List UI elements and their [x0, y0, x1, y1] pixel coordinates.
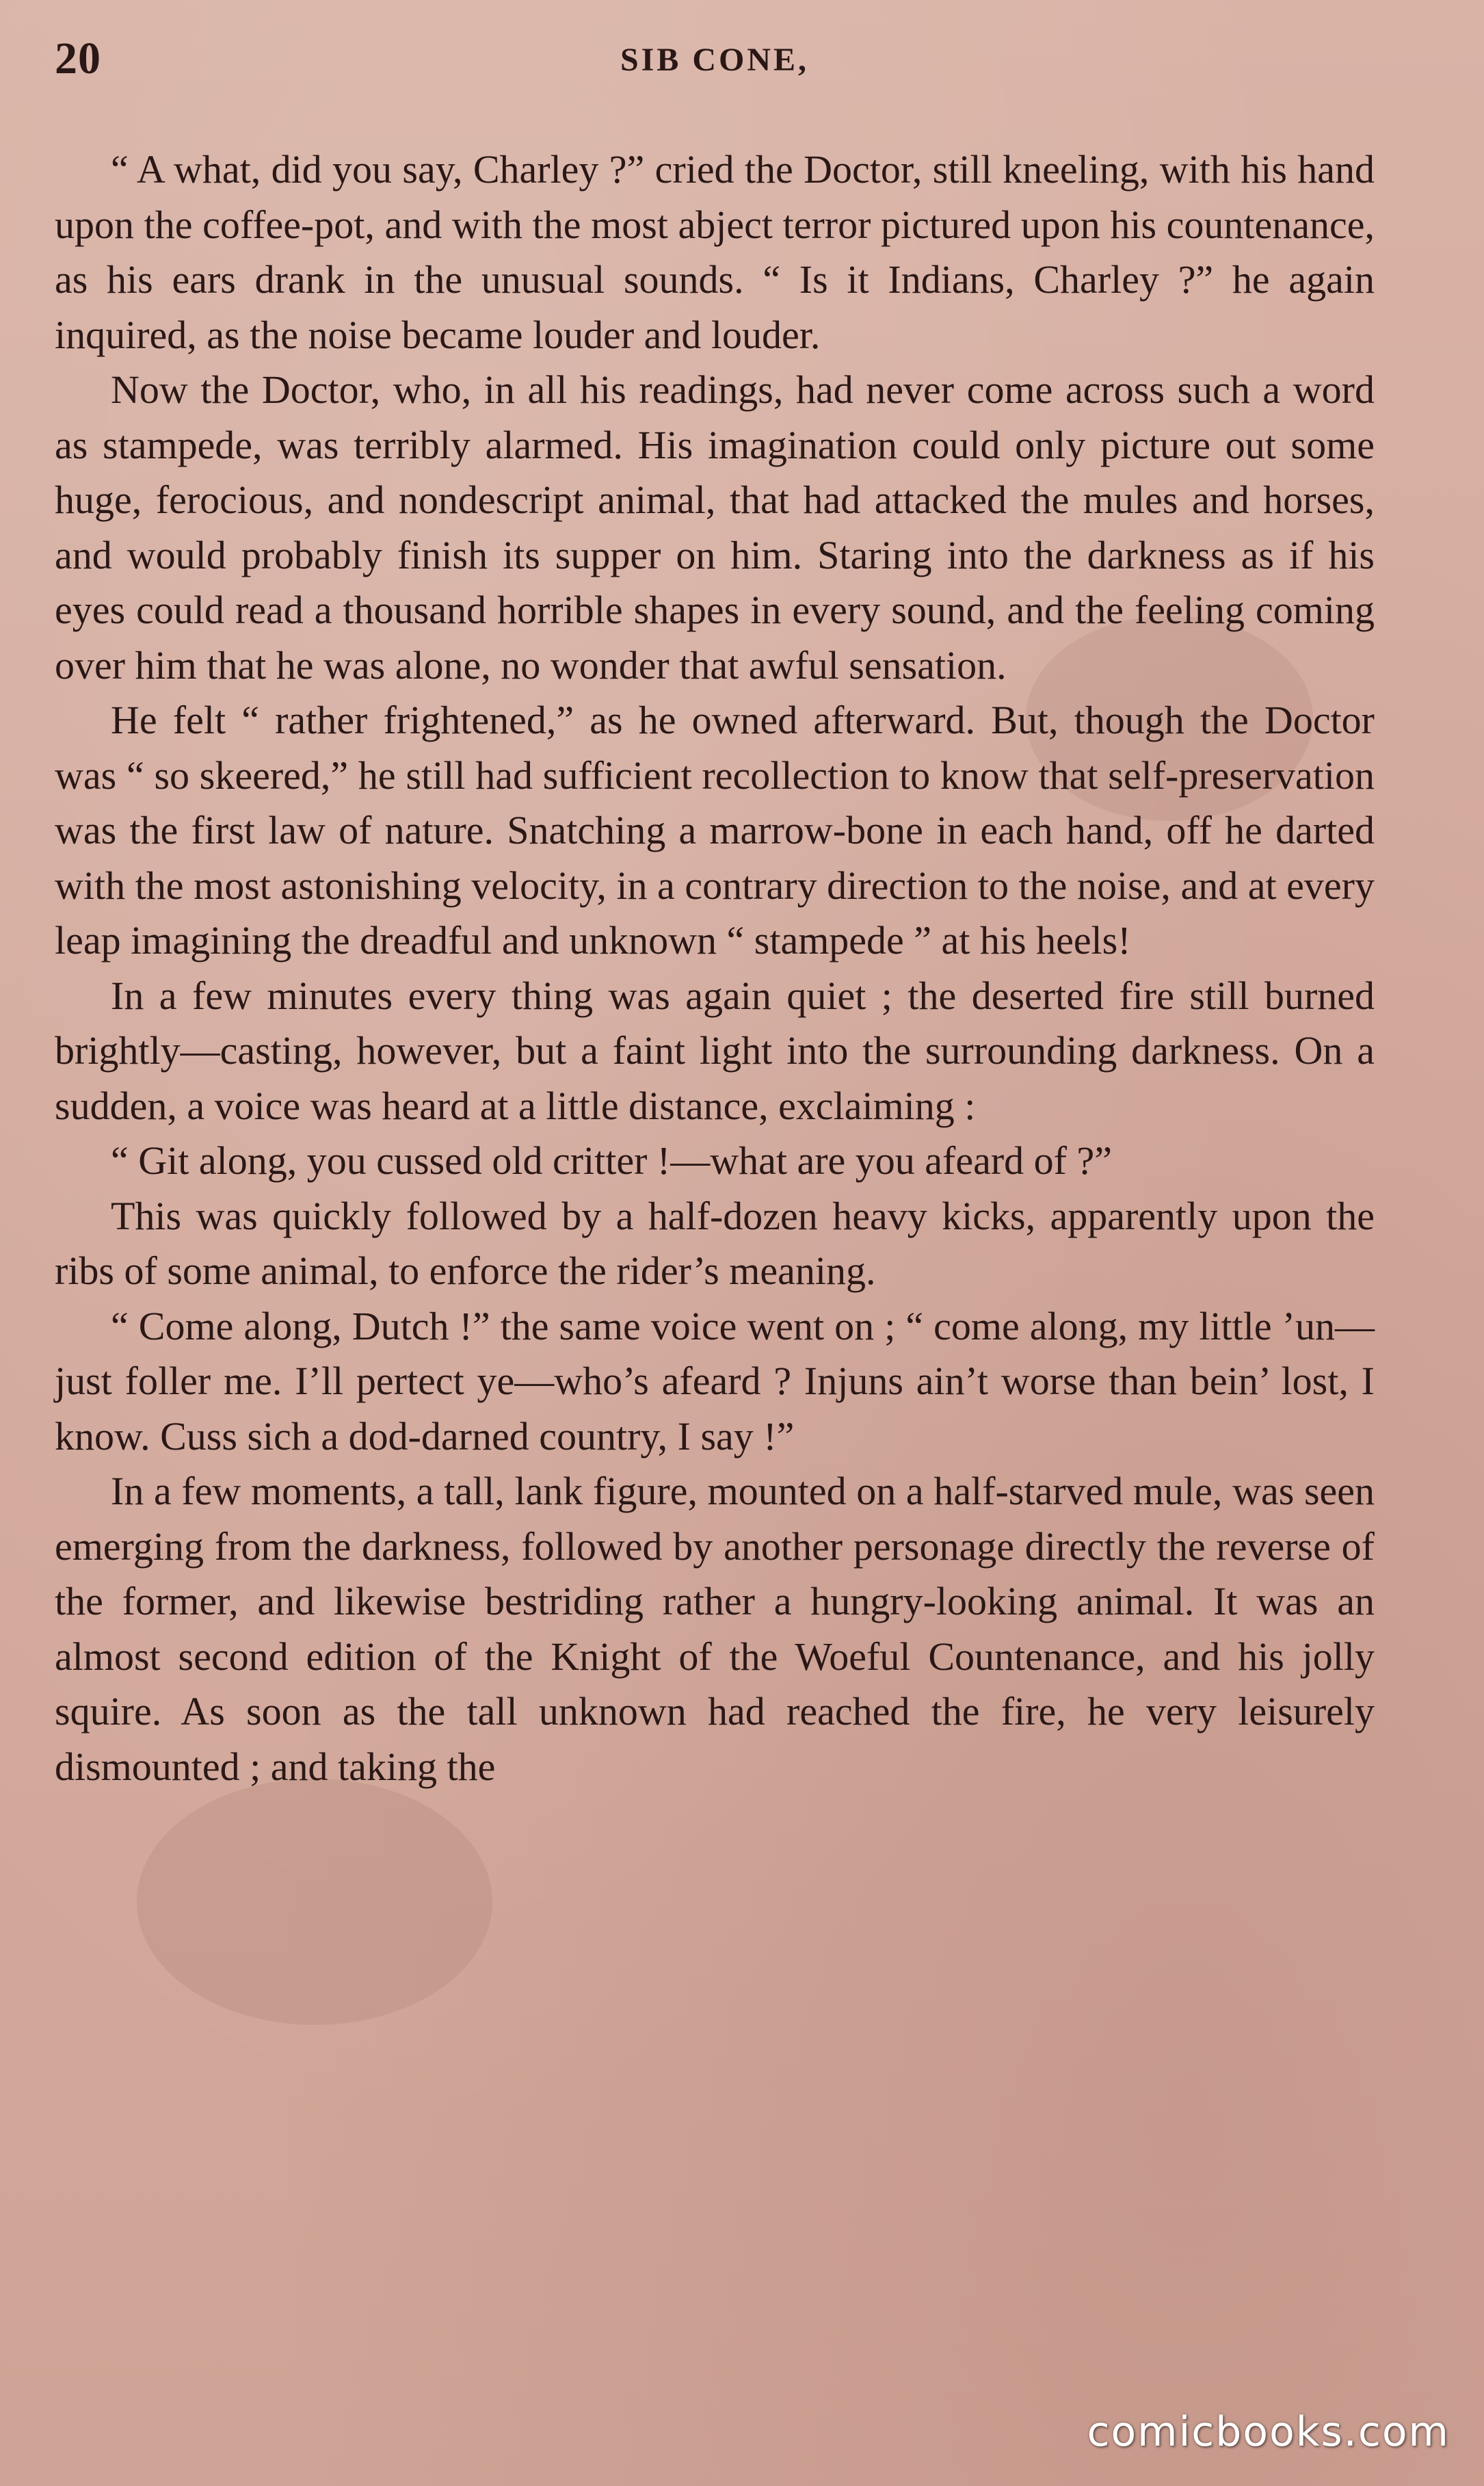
body-text	[55, 142, 1375, 1794]
paragraph: He felt “ rather frightened,” as he owned afterward. But, though the Doctor was “ so skeered,” he still had sufficient recollection to know that self-preservation was the first law of nature. Snatching a marrow-bone in each hand, off he darted with the most astonishing velocity, in a contrary direction to the noise, and at every leap imagining the dreadful and unknown “ stampede ” at his heels!	[55, 698, 1375, 963]
paper-stain	[137, 1779, 492, 2025]
running-title: SIB CONE,	[620, 42, 810, 78]
paragraph: In a few moments, a tall, lank figure, mounted on a half-starved mule, was seen emerging from the darkness, followed by another personage directly the reverse of the former, and likewise bestriding rather a hungry-looking animal. It was an almost second edition of the Knight of the Woeful Countenance, and his jolly squire. As soon as the tall unknown had reached the fire, he very leisurely dismounted ; and taking the	[55, 1469, 1375, 1789]
paragraph: “ A what, did you say, Charley ?” cried the Doctor, still kneeling, with his hand upon the coffee-pot, and with the most abject terror pictured upon his countenance, as his ears drank in the unusual sounds. “ Is it Indians, Charley ?” he again inquired, as the noise became louder and louder.	[55, 147, 1375, 357]
running-head	[55, 33, 1375, 101]
paragraph: Now the Doctor, who, in all his readings, had never come across such a word as stampede, was terribly alarmed. His imagination could only picture out some huge, ferocious, and nondescript animal, that had attacked the mules and horses, and would probably finish its supper on him. Staring into the darkness as if his eyes could read a thousand horrible shapes in every sound, and the feeling coming over him that he was alone, no wonder that awful sensation.	[55, 367, 1375, 688]
site-watermark: comicbooks.com	[1087, 2408, 1450, 2456]
paragraph: “ Come along, Dutch !” the same voice went on ; “ come along, my little ’un—just foller me. I’ll pertect ye—who’s afeard ? Injuns ain’t worse than bein’ lost, I know. Cuss sich a dod-darned country, I say !”	[55, 1303, 1375, 1458]
paragraph: This was quickly followed by a half-dozen heavy kicks, apparently upon the ribs of some animal, to enforce the rider’s meaning.	[55, 1193, 1375, 1293]
page-number: 20	[55, 34, 101, 83]
paragraph: “ Git along, you cussed old critter !—what are you afeard of ?”	[111, 1138, 1112, 1183]
paragraph: In a few minutes every thing was again quiet ; the deserted fire still burned brightly—casting, however, but a faint light into the surrounding darkness. On a sudden, a voice was heard at a little distance, exclaiming :	[55, 973, 1375, 1128]
